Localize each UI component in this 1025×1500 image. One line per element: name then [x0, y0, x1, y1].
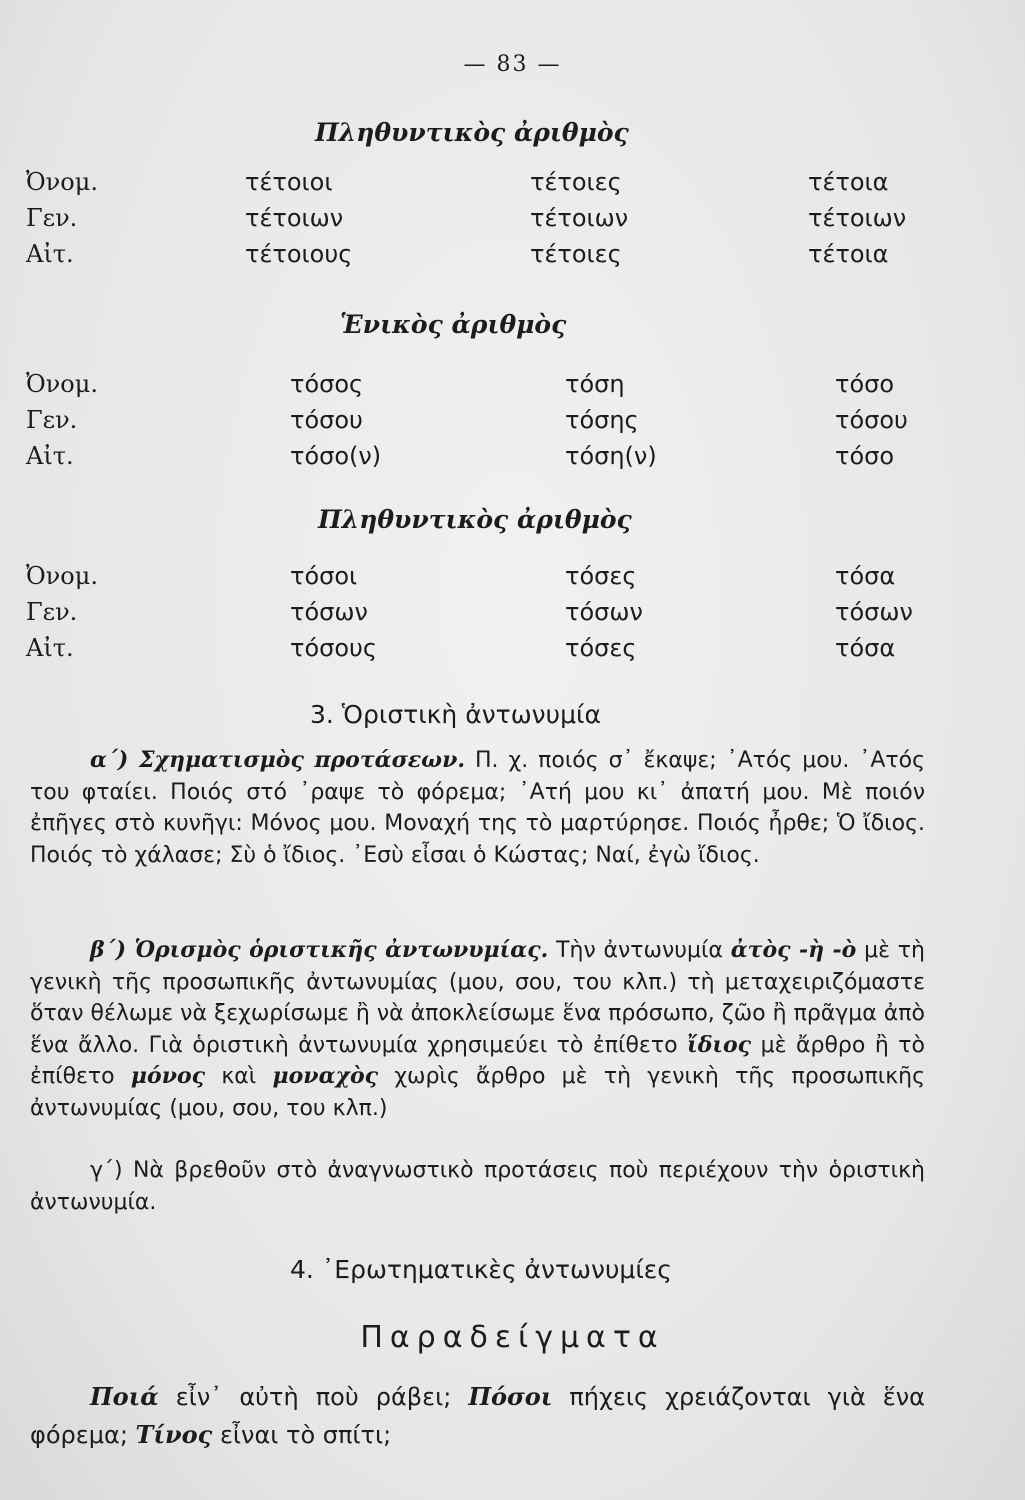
feminine-form: τέτοιων [530, 204, 629, 232]
case-label: Αἰτ. [26, 240, 74, 268]
emphasis-word: μοναχὸς [272, 1063, 379, 1089]
plural-heading-2: Πληθυντικὸς ἀριθμὸς [318, 505, 632, 534]
case-label: Ὀνομ. [26, 562, 98, 590]
neuter-form: τόσα [835, 562, 896, 590]
table-row [0, 168, 1025, 204]
emphasis-word: ἀτὸς -ὴ -ὸ [730, 937, 857, 963]
examples-paragraph [30, 1378, 925, 1454]
case-label: Αἰτ. [26, 634, 74, 662]
paragraph-b [30, 935, 925, 1124]
masculine-form: τόσου [290, 406, 363, 434]
plural-heading-1: Πληθυντικὸς ἀριθμὸς [315, 118, 629, 147]
emphasis-word: μόνος [130, 1063, 206, 1089]
case-label: Ὀνομ. [26, 168, 98, 196]
neuter-form: τόσο [835, 370, 895, 398]
example-text: εἶν᾽ αὐτὴ ποὺ ράβει; [175, 1383, 452, 1411]
neuter-form: τέτοια [808, 168, 889, 196]
table-row [0, 370, 1025, 406]
section-4-title: 4. ᾽Ερωτηματικὲς ἀντωνυμίες [290, 1255, 672, 1284]
feminine-form: τόση(ν) [565, 442, 657, 470]
singular-heading: Ἑνικὸς ἀριθμὸς [340, 310, 567, 339]
neuter-form: τέτοια [808, 240, 889, 268]
table-row [0, 204, 1025, 240]
paragraph-b-text: καὶ [221, 1064, 257, 1089]
masculine-form: τόσος [290, 370, 364, 398]
feminine-form: τόσης [565, 406, 639, 434]
neuter-form: τέτοιων [808, 204, 907, 232]
paragraph-b-text: χωρὶς ἄρθρο μὲ τὴ γενικὴ τῆς προσωπικῆς ἀντωνυμίας (μου, σου, του κλπ.) [30, 1064, 926, 1121]
table-row [0, 442, 1025, 478]
masculine-form: τέτοιους [245, 240, 353, 268]
neuter-form: τόσα [835, 634, 896, 662]
neuter-form: τόσο [835, 442, 895, 470]
feminine-form: τόσων [565, 598, 643, 626]
table-row [0, 406, 1025, 442]
page-number: — 83 — [463, 52, 562, 77]
case-label: Γεν. [26, 204, 78, 232]
feminine-form: τόση [565, 370, 625, 398]
feminine-form: τέτοιες [530, 168, 622, 196]
examples-title: Παραδείγματα [360, 1320, 665, 1355]
paragraph-a-label: α΄) Σχηματισμὸς προτάσεων. [90, 747, 466, 773]
emphasis-word: Πόσοι [468, 1382, 553, 1411]
feminine-form: τέτοιες [530, 240, 622, 268]
masculine-form: τέτοιων [245, 204, 344, 232]
neuter-form: τόσου [835, 406, 908, 434]
masculine-form: τόσοι [290, 562, 358, 590]
case-label: Γεν. [26, 406, 78, 434]
paragraph-c-text: γ΄) Νὰ βρεθοῦν στὸ ἀναγνωστικὸ προτάσεις ποὺ περιέχουν τὴν ὁριστικὴ ἀντωνυμία. [30, 1158, 925, 1215]
feminine-form: τόσες [565, 562, 637, 590]
table-row [0, 598, 1025, 634]
example-text: πήχεις χρειάζονται γιὰ ἕνα φόρεμα; [30, 1383, 926, 1449]
paragraph-c [30, 1155, 925, 1218]
table-row [0, 562, 1025, 598]
masculine-form: τέτοιοι [245, 168, 333, 196]
neuter-form: τόσων [835, 598, 913, 626]
emphasis-word: Ποιά [90, 1382, 159, 1411]
paragraph-a-text: Π. χ. ποιός σ᾽ ἔκαψε; ᾽Ατός μου. ᾽Ατός του φταίει. Ποιός στό ᾽ραψε τὸ φόρεμα; ᾽Ατή μου κι᾽ ἀπατή μου. Μὲ ποιόν ἐπῆγες στὸ κυνῆγι: Μόνος μου. Μοναχή της τὸ μαρτύρησε. Ποιός ἦρθε; Ὁ ἴδιος. Ποιός τὸ χάλασε; Σὺ ὁ ἴδιος. ᾽Εσὺ εἶσαι ὁ Κώστας; Ναί, ἐγὼ ἴδιος. [30, 748, 926, 868]
masculine-form: τόσο(ν) [290, 442, 382, 470]
emphasis-word: ἴδιος [687, 1031, 752, 1058]
case-label: Ὀνομ. [26, 370, 98, 398]
section-3-title: 3. Ὁριστικὴ ἀντωνυμία [310, 700, 601, 729]
paragraph-b-text: μὲ ἄρθρο ἢ τὸ ἐπίθετο [30, 1032, 926, 1089]
paragraph-b-text: μὲ τὴ γενικὴ τῆς προσωπικῆς ἀντωνυμίας (μου, σου, του κλπ.) τὴ μεταχειριζόμαστε ὅταν θέλωμε νὰ ξεχωρίσωμε ἢ νὰ ἀποκλείσωμε ἕνα πρόσωπο, ζῶο ἢ πρᾶγμα ἀπὸ ἕνα ἄλλο. Γιὰ ὁριστικὴ ἀντωνυμία χρησιμεύει τὸ ἐπίθετο [30, 938, 926, 1058]
case-label: Γεν. [26, 598, 78, 626]
table-row [0, 634, 1025, 670]
feminine-form: τόσες [565, 634, 637, 662]
emphasis-word: Τίνος [135, 1420, 213, 1449]
paragraph-b-text: Τὴν ἀντωνυμία [556, 938, 723, 963]
masculine-form: τόσων [290, 598, 368, 626]
paragraph-b-label: β΄) Ὁρισμὸς ὁριστικῆς ἀντωνυμίας. [90, 937, 549, 963]
case-label: Αἰτ. [26, 442, 74, 470]
table-row [0, 240, 1025, 276]
masculine-form: τόσους [290, 634, 377, 662]
paragraph-a [30, 745, 925, 871]
example-text: εἶναι τὸ σπίτι; [219, 1421, 392, 1449]
